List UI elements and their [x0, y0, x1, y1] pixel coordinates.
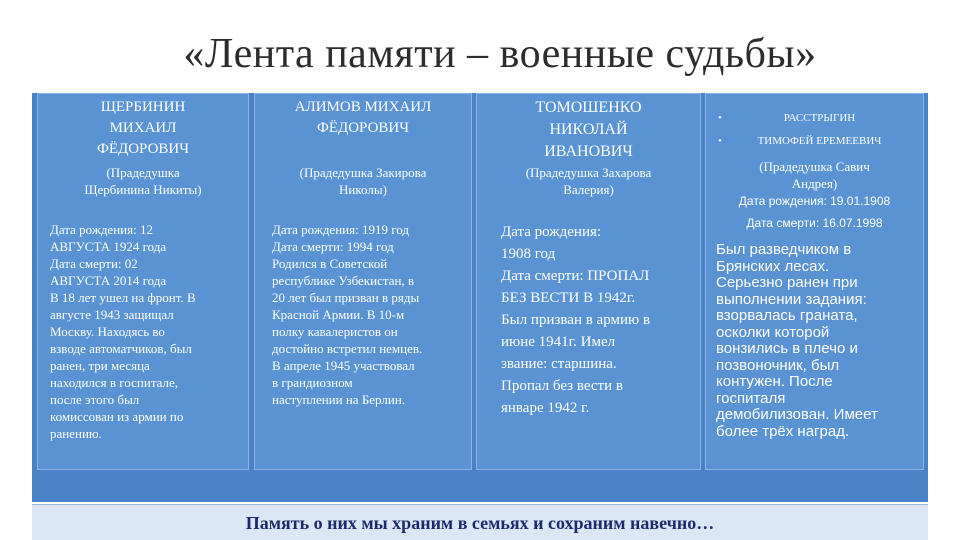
- veteran-name: ТОМОШЕНКО НИКОЛАЙ ИВАНОВИЧ: [535, 99, 642, 160]
- veteran-relation: (Прадедушка Щербинина Никиты): [84, 165, 202, 197]
- veteran-name: АЛИМОВ МИХАИЛ ФЁДОРОВИЧ: [294, 99, 432, 136]
- panel-bottom-strip: [32, 476, 928, 502]
- veteran-death: Дата смерти: 16.07.1998: [746, 216, 883, 230]
- veteran-bio: Дата рождения: 12 АВГУСТА 1924 года Дата смерти: 02 АВГУСТА 2014 года В 18 лет ушел на фронт. В августе 1943 защищал Москву. Находясь во взводе автоматчиков, был ранен, три месяца находился в госпитале, после этого был комиссован из армии по ранению.: [50, 222, 196, 441]
- veteran-bio: Дата рождения: 1919 год Дата смерти: 1994 год Родился в Советской республике Узбекистан, в 20 лет был призван в ряды Красной Армии. В 10-м полку кавалеристов он достойно встретил немцев. В апреле 1945 участвовал в грандиозном наступлении на Берлин.: [272, 222, 423, 407]
- veteran-card-4: [705, 93, 924, 470]
- veteran-bio: Дата рождения: 1908 год Дата смерти: ПРОПАЛ БЕЗ ВЕСТИ В 1942г. Был призван в армию в июне 1941г. Имел звание: старшина. Пропал без вести в январе 1942 г.: [501, 224, 651, 416]
- veteran-relation: (Прадедушка Савич Андрея): [759, 159, 870, 191]
- veteran-name-line-2: • ТИМОФЕЙ ЕРЕМЕЕВИЧ: [720, 134, 919, 149]
- veteran-card-3: [476, 93, 701, 470]
- page-title: «Лента памяти – военные судьбы»: [183, 31, 817, 77]
- veteran-card-2: [254, 93, 472, 470]
- veteran-birth: Дата рождения: 19.01.1908: [738, 194, 891, 208]
- veteran-relation: (Прадедушка Закирова Николы): [299, 165, 427, 197]
- footer-banner: [32, 504, 928, 540]
- veteran-relation: (Прадедушка Захарова Валерия): [525, 165, 652, 197]
- veteran-card-1: [37, 93, 249, 470]
- footer-text: Память о них мы храним в семьях и сохраним навечно…: [245, 513, 715, 533]
- memory-panel: [32, 93, 928, 476]
- veteran-name: ЩЕРБИНИН МИХАИЛ ФЁДОРОВИЧ: [96, 99, 190, 157]
- veteran-name-line-1: • РАССТРЫГИН: [720, 111, 919, 126]
- veteran-bio: Был разведчиком в Брянских лесах. Серьезно ранен при выполнении задания: взорвалась граната, осколки которой вонзились в плечо и позвоночник, был контужен. После госпиталя демобилизован. Имеет более трёх наград.: [716, 241, 878, 440]
